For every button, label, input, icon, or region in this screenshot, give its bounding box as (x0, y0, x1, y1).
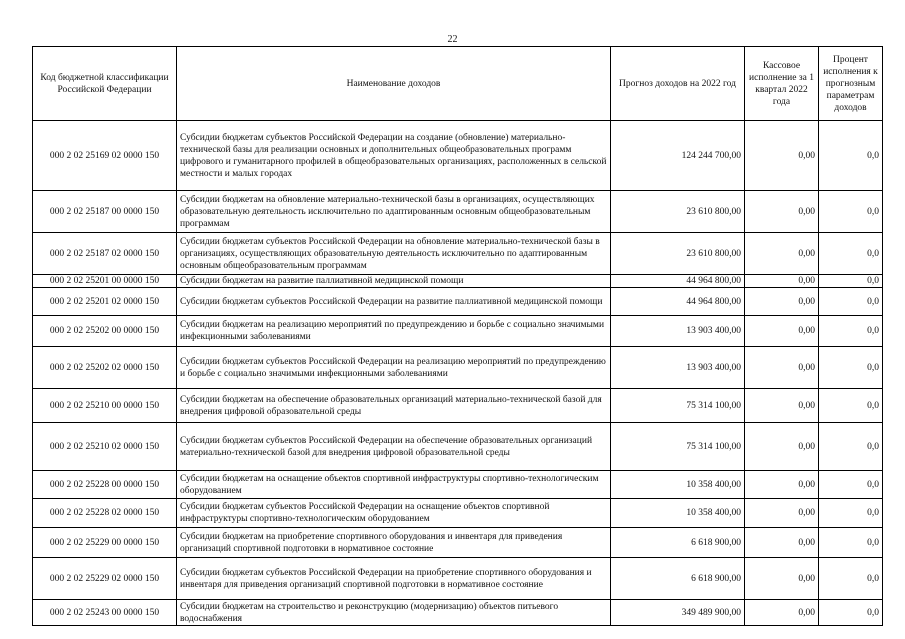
execution-percent: 0,0 (819, 471, 883, 499)
header-name: Наименование доходов (177, 47, 611, 121)
budget-code: 000 2 02 25210 02 0000 150 (33, 423, 177, 471)
cash-amount: 0,00 (745, 288, 819, 316)
table-row (33, 528, 883, 558)
revenue-name: Субсидии бюджетам субъектов Российской Федерации на обеспечение образовательных организаций материально-технической базой для внедрения цифровой образовательной среды (177, 423, 611, 471)
header-forecast: Прогноз доходов на 2022 год (611, 47, 745, 121)
revenue-name: Субсидии бюджетам на реализацию мероприятий по предупреждению и борьбе с социально значимыми инфекционными заболеваниями (177, 316, 611, 347)
cash-amount: 0,00 (745, 471, 819, 499)
execution-percent: 0,0 (819, 288, 883, 316)
cash-amount: 0,00 (745, 316, 819, 347)
revenue-name: Субсидии бюджетам субъектов Российской Федерации на реализацию мероприятий по предупреждению и борьбе с социально значимыми инфекционными заболеваниями (177, 347, 611, 389)
execution-percent: 0,0 (819, 121, 883, 191)
execution-percent: 0,0 (819, 389, 883, 423)
execution-percent: 0,0 (819, 528, 883, 558)
header-execution-percent: Процент исполнения к прогнозным параметрам доходов (819, 47, 883, 121)
cash-amount: 0,00 (745, 528, 819, 558)
table-row (33, 288, 883, 316)
table-row (33, 471, 883, 499)
budget-code: 000 2 02 25169 02 0000 150 (33, 121, 177, 191)
forecast-amount: 23 610 800,00 (611, 191, 745, 233)
revenue-name: Субсидии бюджетам на строительство и реконструкцию (модернизацию) объектов питьевого водоснабжения (177, 600, 611, 626)
revenue-name: Субсидии бюджетам субъектов Российской Федерации на обновление материально-технической базы в организациях, осуществляющих образовательную деятельность исключительно по адаптированным основным общеобразовательным программам (177, 233, 611, 275)
cash-amount: 0,00 (745, 499, 819, 528)
budget-code: 000 2 02 25202 00 0000 150 (33, 316, 177, 347)
revenue-name: Субсидии бюджетам субъектов Российской Федерации на оснащение объектов спортивной инфраструктуры спортивно-технологическим оборудованием (177, 499, 611, 528)
table-row (33, 316, 883, 347)
budget-code: 000 2 02 25201 02 0000 150 (33, 288, 177, 316)
revenue-name: Субсидии бюджетам субъектов Российской Федерации на развитие паллиативной медицинской помощи (177, 288, 611, 316)
execution-percent: 0,0 (819, 316, 883, 347)
budget-code: 000 2 02 25201 00 0000 150 (33, 275, 177, 288)
cash-amount: 0,00 (745, 558, 819, 600)
table-row (33, 600, 883, 626)
table-row (33, 191, 883, 233)
cash-amount: 0,00 (745, 347, 819, 389)
budget-code: 000 2 02 25243 00 0000 150 (33, 600, 177, 626)
header-cash-execution: Кассовое исполнение за 1 квартал 2022 года (745, 47, 819, 121)
revenue-name: Субсидии бюджетам на приобретение спортивного оборудования и инвентаря для приведения организаций спортивной подготовки в нормативное состояние (177, 528, 611, 558)
revenue-name: Субсидии бюджетам на обеспечение образовательных организаций материально-технической базой для внедрения цифровой образовательной среды (177, 389, 611, 423)
forecast-amount: 6 618 900,00 (611, 528, 745, 558)
header-code: Код бюджетной классификации Российской Федерации (33, 47, 177, 121)
table-row (33, 423, 883, 471)
table-row (33, 347, 883, 389)
page-number: 22 (447, 34, 458, 45)
budget-code: 000 2 02 25210 00 0000 150 (33, 389, 177, 423)
revenue-table (32, 46, 883, 626)
budget-code: 000 2 02 25202 02 0000 150 (33, 347, 177, 389)
table-row (33, 499, 883, 528)
table-row (33, 389, 883, 423)
revenue-name: Субсидии бюджетам на развитие паллиативной медицинской помощи (177, 275, 611, 288)
forecast-amount: 75 314 100,00 (611, 423, 745, 471)
forecast-amount: 44 964 800,00 (611, 288, 745, 316)
execution-percent: 0,0 (819, 347, 883, 389)
revenue-name: Субсидии бюджетам субъектов Российской Федерации на создание (обновление) материально-технической базы для реализации основных и дополнительных общеобразовательных программ цифрового и гуманитарного профилей в общеобразовательных организациях, расположенных в сельской местности и малых городах (177, 121, 611, 191)
execution-percent: 0,0 (819, 233, 883, 275)
header-row (33, 47, 883, 121)
table-row (33, 558, 883, 600)
forecast-amount: 23 610 800,00 (611, 233, 745, 275)
forecast-amount: 6 618 900,00 (611, 558, 745, 600)
budget-code: 000 2 02 25229 02 0000 150 (33, 558, 177, 600)
revenue-name: Субсидии бюджетам на обновление материально-технической базы в организациях, осуществляющих образовательную деятельность исключительно по адаптированным основным общеобразовательным программам (177, 191, 611, 233)
cash-amount: 0,00 (745, 191, 819, 233)
budget-code: 000 2 02 25229 00 0000 150 (33, 528, 177, 558)
execution-percent: 0,0 (819, 191, 883, 233)
revenue-name: Субсидии бюджетам на оснащение объектов спортивной инфраструктуры спортивно-технологическим оборудованием (177, 471, 611, 499)
forecast-amount: 13 903 400,00 (611, 347, 745, 389)
execution-percent: 0,0 (819, 558, 883, 600)
budget-code: 000 2 02 25187 02 0000 150 (33, 233, 177, 275)
cash-amount: 0,00 (745, 121, 819, 191)
execution-percent: 0,0 (819, 600, 883, 626)
forecast-amount: 10 358 400,00 (611, 471, 745, 499)
forecast-amount: 44 964 800,00 (611, 275, 745, 288)
cash-amount: 0,00 (745, 423, 819, 471)
table-row (33, 233, 883, 275)
cash-amount: 0,00 (745, 275, 819, 288)
table-row (33, 121, 883, 191)
revenue-name: Субсидии бюджетам субъектов Российской Федерации на приобретение спортивного оборудования и инвентаря для приведения организаций спортивной подготовки в нормативное состояние (177, 558, 611, 600)
budget-code: 000 2 02 25187 00 0000 150 (33, 191, 177, 233)
forecast-amount: 10 358 400,00 (611, 499, 745, 528)
table-row (33, 275, 883, 288)
execution-percent: 0,0 (819, 275, 883, 288)
execution-percent: 0,0 (819, 423, 883, 471)
budget-code: 000 2 02 25228 02 0000 150 (33, 499, 177, 528)
cash-amount: 0,00 (745, 389, 819, 423)
forecast-amount: 75 314 100,00 (611, 389, 745, 423)
cash-amount: 0,00 (745, 600, 819, 626)
forecast-amount: 124 244 700,00 (611, 121, 745, 191)
forecast-amount: 13 903 400,00 (611, 316, 745, 347)
budget-code: 000 2 02 25228 00 0000 150 (33, 471, 177, 499)
execution-percent: 0,0 (819, 499, 883, 528)
forecast-amount: 349 489 900,00 (611, 600, 745, 626)
cash-amount: 0,00 (745, 233, 819, 275)
